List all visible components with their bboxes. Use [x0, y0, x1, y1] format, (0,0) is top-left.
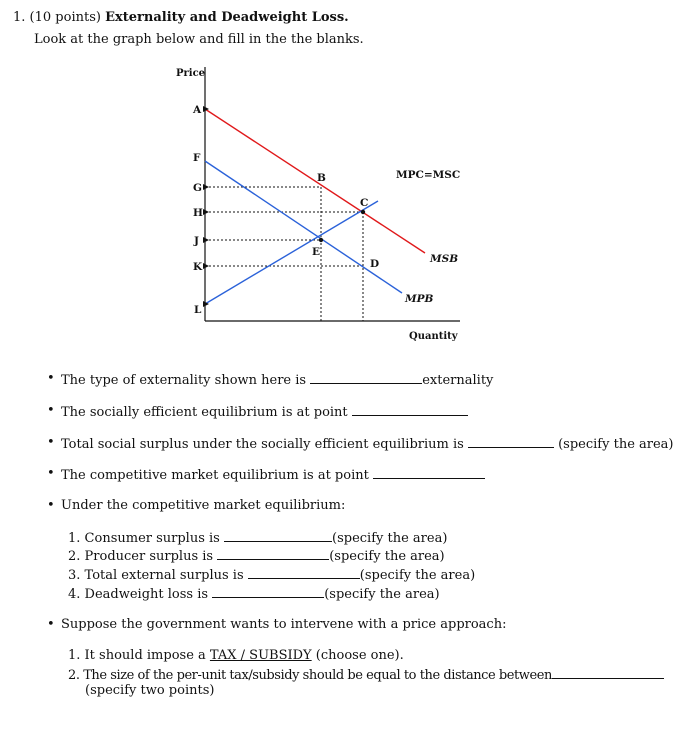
sub-item-suffix: (specify the area) [324, 587, 440, 602]
sub-item-producer-surplus [68, 547, 445, 564]
label-l: L [194, 304, 202, 316]
x-axis-label: Quantity [409, 331, 458, 342]
sub-item-text: Total external surplus is [84, 568, 244, 583]
answer-blank[interactable] [468, 435, 554, 448]
question-number: 1. [13, 10, 26, 25]
bullet-suffix: (specify the area) [558, 437, 674, 452]
label-mpc-msc: MPC=MSC [396, 169, 461, 181]
label-a: A [193, 104, 202, 116]
label-j: J [194, 235, 199, 247]
sub-item-suffix: (specify the area) [329, 549, 445, 564]
mpb-curve [205, 161, 402, 293]
sub-item-number: 3. [68, 568, 81, 583]
guide-lines [205, 187, 363, 321]
answer-blank[interactable] [352, 403, 468, 416]
label-k: K [193, 261, 203, 273]
label-g: G [193, 182, 202, 194]
y-axis-label: Price [176, 68, 206, 79]
sub-item-number: 1. [68, 648, 81, 663]
sub-item-text: Consumer surplus is [84, 531, 220, 546]
sub-item-per-unit-distance [68, 666, 664, 683]
question-title: Externality and Deadweight Loss. [105, 10, 349, 25]
bullet-text: Total social surplus under the socially efficient equilibrium is [61, 437, 464, 452]
bullet-social-surplus [61, 435, 674, 452]
bullet-government-intervention [61, 617, 506, 632]
question-points: (10 points) [29, 10, 101, 25]
answer-blank[interactable] [217, 547, 329, 560]
sub-item-suffix: (specify the area) [359, 568, 476, 583]
sub-item-number: 1. [68, 531, 81, 546]
sub-item-number: 2. [68, 549, 81, 564]
bullet-efficient-point [61, 403, 468, 420]
price-ticks [203, 106, 209, 307]
sub-item-number: 4. [68, 587, 81, 602]
label-d: D [370, 258, 380, 270]
label-b: B [317, 172, 326, 184]
sub-item-deadweight-loss [68, 585, 440, 602]
sub-item-text: The size of the per-unit tax/subsidy should be equal to the distance between [83, 668, 552, 683]
bullet-competitive-equilibrium [61, 498, 345, 513]
externality-graph [0, 0, 687, 360]
label-f: F [193, 152, 201, 164]
sub-item-tax-subsidy [68, 648, 404, 663]
sub-item-suffix: (choose one). [315, 648, 404, 663]
question-instruction: Look at the graph below and fill in the the blanks. [34, 32, 364, 47]
sub-item-continuation: (specify two points) [85, 683, 215, 698]
answer-blank[interactable] [248, 566, 360, 579]
answer-blank[interactable] [310, 371, 422, 384]
sub-item-consumer-surplus [68, 529, 447, 546]
sub-item-number: 2. [68, 668, 80, 683]
tick-h [203, 209, 209, 215]
tick-j [203, 237, 209, 243]
sub-item-text: It should impose a [84, 648, 206, 663]
bullet-text: Suppose the government wants to intervene with a price approach: [61, 617, 507, 632]
bullet-competitive-point [61, 466, 485, 483]
sub-item-external-surplus [68, 566, 475, 583]
answer-blank[interactable] [552, 666, 664, 679]
answer-blank[interactable] [212, 585, 324, 598]
label-c: C [360, 197, 369, 209]
bullet-suffix: externality [422, 373, 494, 388]
point-e-dot [319, 238, 323, 242]
sub-item-text: Deadweight loss is [84, 587, 209, 602]
mpc-msc-curve [205, 201, 378, 304]
tick-g [203, 184, 209, 190]
label-e: E [312, 246, 321, 258]
label-mpb: MPB [405, 293, 434, 305]
bullet-text: The competitive market equilibrium is at point [61, 468, 369, 483]
sub-item-text: Producer surplus is [84, 549, 214, 564]
label-msb: MSB [430, 253, 459, 265]
tax-subsidy-choice[interactable]: TAX / SUBSIDY [209, 648, 312, 663]
bullet-externality-type [61, 371, 493, 388]
bullet-text: The type of externality shown here is [61, 373, 307, 388]
msb-curve [205, 109, 425, 253]
bullet-text: Under the competitive market equilibrium: [61, 498, 346, 513]
sub-item-suffix: (specify the area) [332, 531, 448, 546]
point-c-dot [361, 210, 365, 214]
bullet-text: The socially efficient equilibrium is at point [61, 405, 348, 420]
answer-blank[interactable] [224, 529, 332, 542]
label-h: H [193, 207, 203, 219]
answer-blank[interactable] [373, 466, 485, 479]
tick-k [203, 263, 209, 269]
